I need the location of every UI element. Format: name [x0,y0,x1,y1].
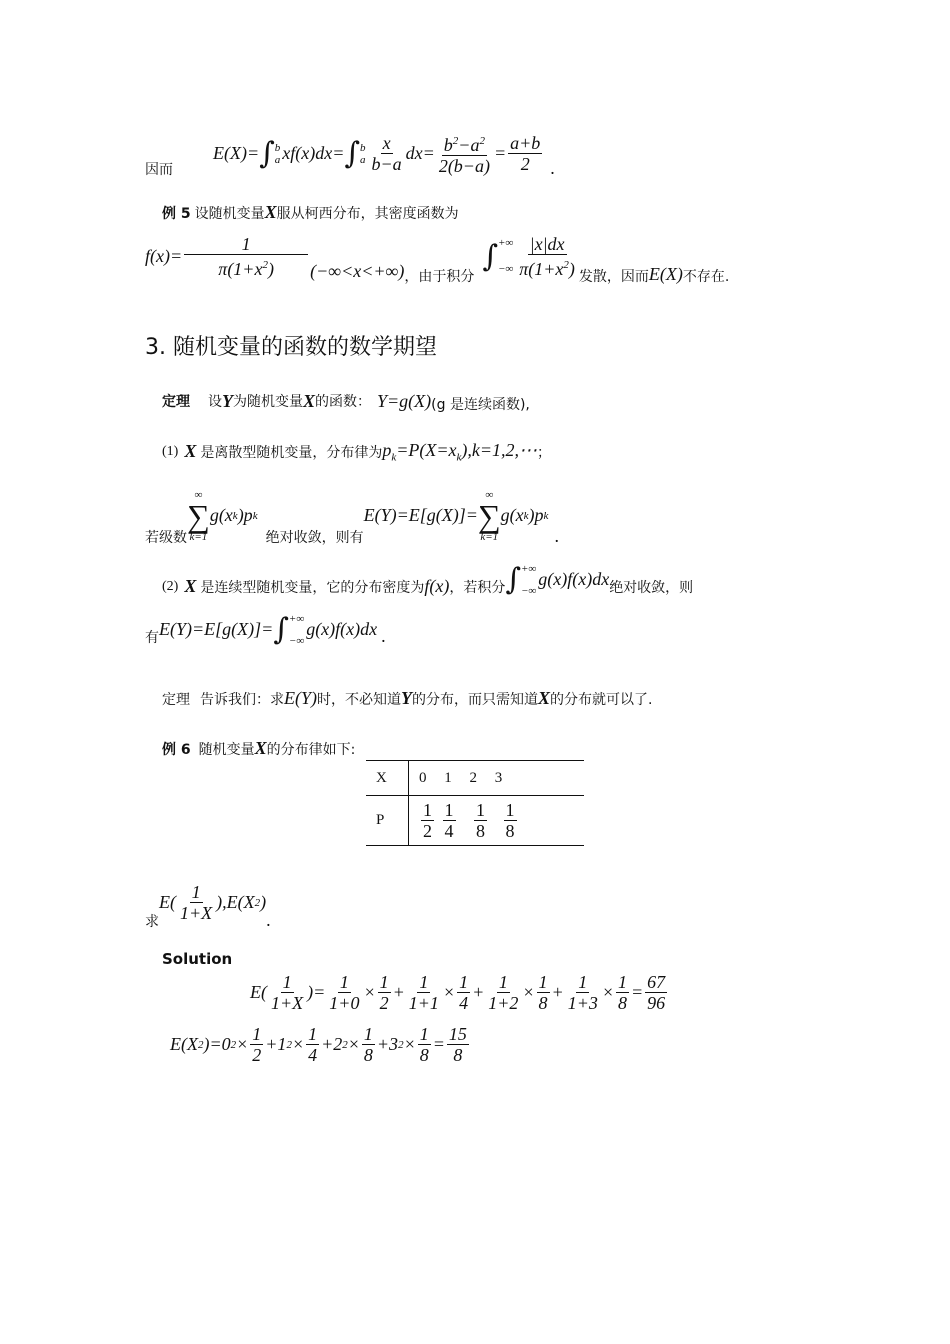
case1-semicolon: ； [537,444,552,461]
example-6-label: 例 6 [162,741,191,758]
var-x: X [264,202,277,222]
table-probs [409,796,585,846]
example-5-label: 例 5 [162,205,191,222]
table-row [366,796,584,846]
formula-ex: E(X) [648,263,683,284]
remark-t1: 告诉我们：求 [200,691,284,708]
series-mid: 绝对收敛，则有 [265,529,364,546]
prob-1 [443,800,456,841]
solution-label: Solution [162,950,233,968]
line1-end: . [550,158,555,178]
formula-fx: f(x) [424,576,450,596]
solution-formula-1: E( $\frac{1}{1+X}$ )= $\frac{1}{1+0}$ × $\frac{1}{2}$ + $\frac{1}{1+1}$ × $\frac{1}{4}$ + $\frac{1}{1+2}$ × $\frac{1}{8}$ + $\frac{1}{1+3}$ × $\frac{1}{8}$ = $\frac{67}{96}$ [250,972,666,1013]
ask-line [145,874,271,931]
case2-text: 是连续型随机变量，它的分布密度为 [200,579,425,596]
remark-t3: 的分布，而只需知道 [412,691,538,708]
theorem-label: 定理 [162,394,190,410]
formula-ey-continuous: E(Y)=E[g(X)]= ∫ +∞ −∞ g(x)f(x)dx [159,612,378,647]
case2-end: . [381,626,386,646]
case1-label: (1) [162,443,179,459]
formula-series: ∞ ∑ k=1 g(x k )p k [187,488,258,543]
prob-0-num: 1 [423,800,432,820]
expectation-uniform-line [145,128,555,179]
formula-pmf: $p_k=P(X=x_k),k=1,2,\cdots$ [382,440,538,464]
prob-1-num: 1 [444,800,454,820]
remark-label: 定理 [162,691,190,708]
prob-1-den: 4 [444,821,454,841]
example-5-text2: 服从柯西分布，其密度函数为 [276,205,459,222]
table-values [409,761,585,796]
formula-y-gx: Y=g(X) [377,390,432,411]
value-3: 3 [494,769,503,786]
theorem-text2: 为随机变量 [233,394,303,410]
formula-divergent-integral: ∫ +∞ −∞ $\frac{|x|dx}{\pi(1+x^2)}$ [482,233,575,279]
value-0: 0 [419,769,427,786]
formula-ey: E(Y) [284,688,317,708]
case2-have: 有 [145,629,159,646]
example-6-text2: 的分布律如下: [266,741,356,758]
result2-num: 15 [448,1024,467,1044]
case2-int-pre: ，若积分 [449,579,506,596]
example-6-x: X [254,738,267,758]
line1-label: 因而 [145,161,173,178]
case2-x: X [184,576,197,596]
value-1: 1 [444,769,452,786]
theorem-text1: 设 [208,394,222,410]
prob-2-num: 1 [476,800,485,820]
example-5-text: 设随机变量 [194,205,265,222]
formula-ex-uniform: E(X)= ∫ b a xf(x)dx= ∫ b a $\frac{x}{b-a}$ dx= $\frac{b^2-a^2}{2(b-a)}$ = $\frac{a+b}{2}$ [213,133,541,176]
case1-line [162,440,551,464]
prob-2-den: 8 [476,821,485,841]
value-2: 2 [469,769,477,786]
prob-3-num: 1 [505,800,515,820]
table-head-x: X [366,761,409,796]
case1-end: . [554,526,559,546]
series-pre: 若级数 [145,529,187,546]
case2-label: (2) [162,578,179,594]
remark-t4: 的分布就可以了. [550,691,653,708]
prob-2 [474,800,487,841]
result1-den: 96 [647,993,666,1013]
theorem-y: Y [222,390,233,411]
remark-t2: 时，不必知道 [317,691,401,708]
prob-3 [504,800,517,841]
prob-0-den: 2 [423,821,432,841]
prob-3-den: 8 [505,821,515,841]
example-6-intro [162,738,355,759]
table-row [366,761,584,796]
ask-end: . [266,910,271,930]
example-5-intro [162,202,459,223]
distribution-table [366,760,584,846]
cauchy-density-line [145,226,729,286]
case2-line [162,562,693,597]
case2-int-post: 绝对收敛，则 [609,579,694,596]
result1-num: 67 [647,972,666,992]
formula-integral-gf: ∫ +∞ −∞ g(x)f(x)dx [505,562,610,597]
cauchy-range-sep: ，由于积分 [404,269,475,285]
result2-den: 8 [453,1045,463,1065]
section-3-title: 3. 随机变量的函数的数学期望 [145,335,437,360]
cauchy-diverge: 发散，因而 [578,269,649,285]
remark-y: Y [401,688,412,708]
remark-line [162,688,652,709]
case1-text: 是离散型随机变量，分布律为 [200,444,383,461]
table-head-p: P [366,796,409,846]
series-line [145,484,559,547]
solution-formula-2: E(X 2 )=0 2 × $\frac{1}{2}$ +1 2 × $\frac{1}{4}$ +2 2 × $\frac{1}{8}$ +3 2 × $\frac{1}{8}$ = $\frac{15}{8}$ [170,1024,467,1065]
theorem-text3: 的函数： [315,394,372,410]
ask-label: 求 [145,913,159,930]
example-6-text1: 随机变量 [198,741,255,758]
case1-x: X [184,441,197,462]
ey-continuous-line [145,612,386,647]
theorem-cont: (g 是连续函数), [431,397,530,413]
formula-cauchy: f(x)= $\frac{1}{\pi(1+x^2)}$ (−∞<x<+∞) [145,233,405,281]
theorem-x: X [303,390,316,411]
prob-0 [421,800,434,841]
cauchy-not-exist: 不存在. [682,269,730,285]
formula-ey-discrete: E(Y)=E[g(X)]= ∞ ∑ k=1 g(x k )p k [363,488,549,543]
theorem-line [162,388,530,414]
formula-ask: E( $\frac{1}{1+X}$ ),E(X 2 ) [159,882,267,923]
remark-x: X [538,688,551,708]
